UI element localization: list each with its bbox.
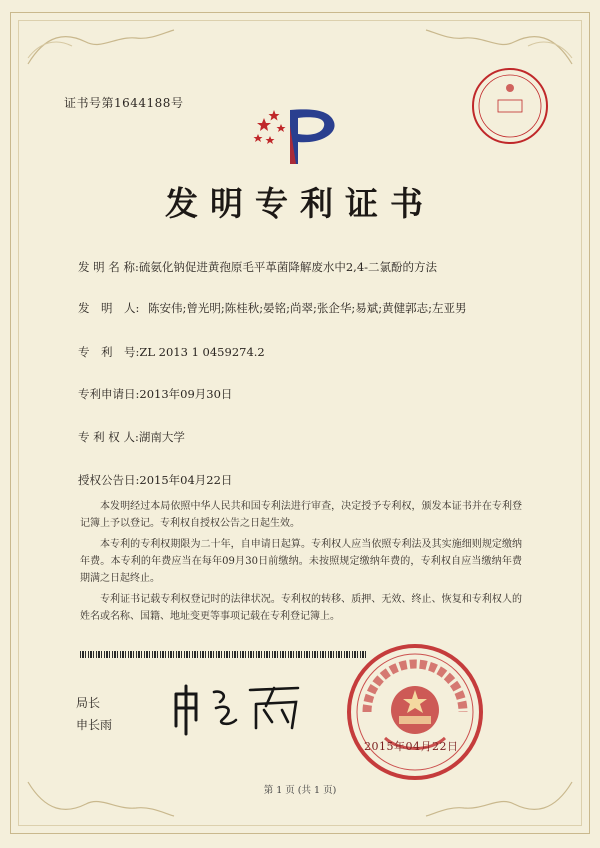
invention-name-label: 发 明 名 称:	[78, 260, 139, 274]
body-paragraph: 本专利的专利权期限为二十年，自申请日起算。专利权人应当依照专利法及其实施细则规定缴纳年费。本专利的年费应当在每年09月30日前缴纳。未按照规定缴纳年费的，专利权自应当缴纳年费期满之日起终止。	[80, 539, 522, 584]
patent-office-logo-icon	[250, 104, 346, 168]
grant-date-value: 2015年04月22日	[139, 473, 233, 487]
patentee-value: 湖南大学	[138, 430, 185, 444]
barcode-strip	[80, 651, 366, 658]
corner-ornament-icon	[26, 28, 176, 66]
application-date-label: 专利申请日:	[78, 387, 140, 401]
body-paragraph: 专利证书记载专利权登记时的法律状况。专利权的转移、质押、无效、终止、恢复和专利权人的姓名或名称、国籍、地址变更等事项记载在专利登记簿上。	[80, 594, 522, 622]
official-seal-icon	[345, 642, 485, 782]
body-paragraph: 本发明经过本局依照中华人民共和国专利法进行审查，决定授予专利权，颁发本证书并在专利登记簿上予以登记。专利权自授权公告之日起生效。	[80, 501, 522, 529]
patent-number-label: 专 利 号:	[78, 345, 140, 359]
application-date-value: 2013年09月30日	[139, 387, 233, 401]
patentee-label: 专 利 权 人:	[78, 430, 139, 444]
grant-date-label: 授权公告日:	[78, 473, 140, 487]
patent-number-row	[78, 343, 265, 361]
application-date-row	[78, 385, 232, 403]
certificate-number: 证书号第1644188号	[64, 96, 184, 110]
patentee-row	[78, 428, 185, 446]
grant-date-row	[78, 471, 232, 489]
director-name: 申长雨	[76, 718, 113, 732]
invention-name-value: 硫氨化钠促进黄孢原毛平革菌降解废水中2,4-二氯酚的方法	[138, 260, 438, 274]
director-title: 局长	[76, 696, 101, 710]
invention-name-row	[78, 258, 437, 276]
agency-seal-icon	[470, 66, 550, 146]
corner-ornament-icon	[424, 28, 574, 66]
certificate-body	[80, 498, 522, 625]
page-footer: 第 1 页 (共 1 页)	[263, 785, 337, 796]
inventors-label: 发 明 人:	[78, 301, 140, 315]
patent-number-value: ZL 2013 1 0459274.2	[139, 345, 265, 359]
signature-icon	[168, 680, 308, 736]
page-title: 发明专利证书	[165, 184, 435, 223]
inventors-value: 陈安伟;曾光明;陈桂秋;晏铭;尚翠;张企华;易斌;黄健郭志;左亚男	[148, 301, 467, 315]
seal-date: 2015年04月22日	[364, 740, 459, 753]
